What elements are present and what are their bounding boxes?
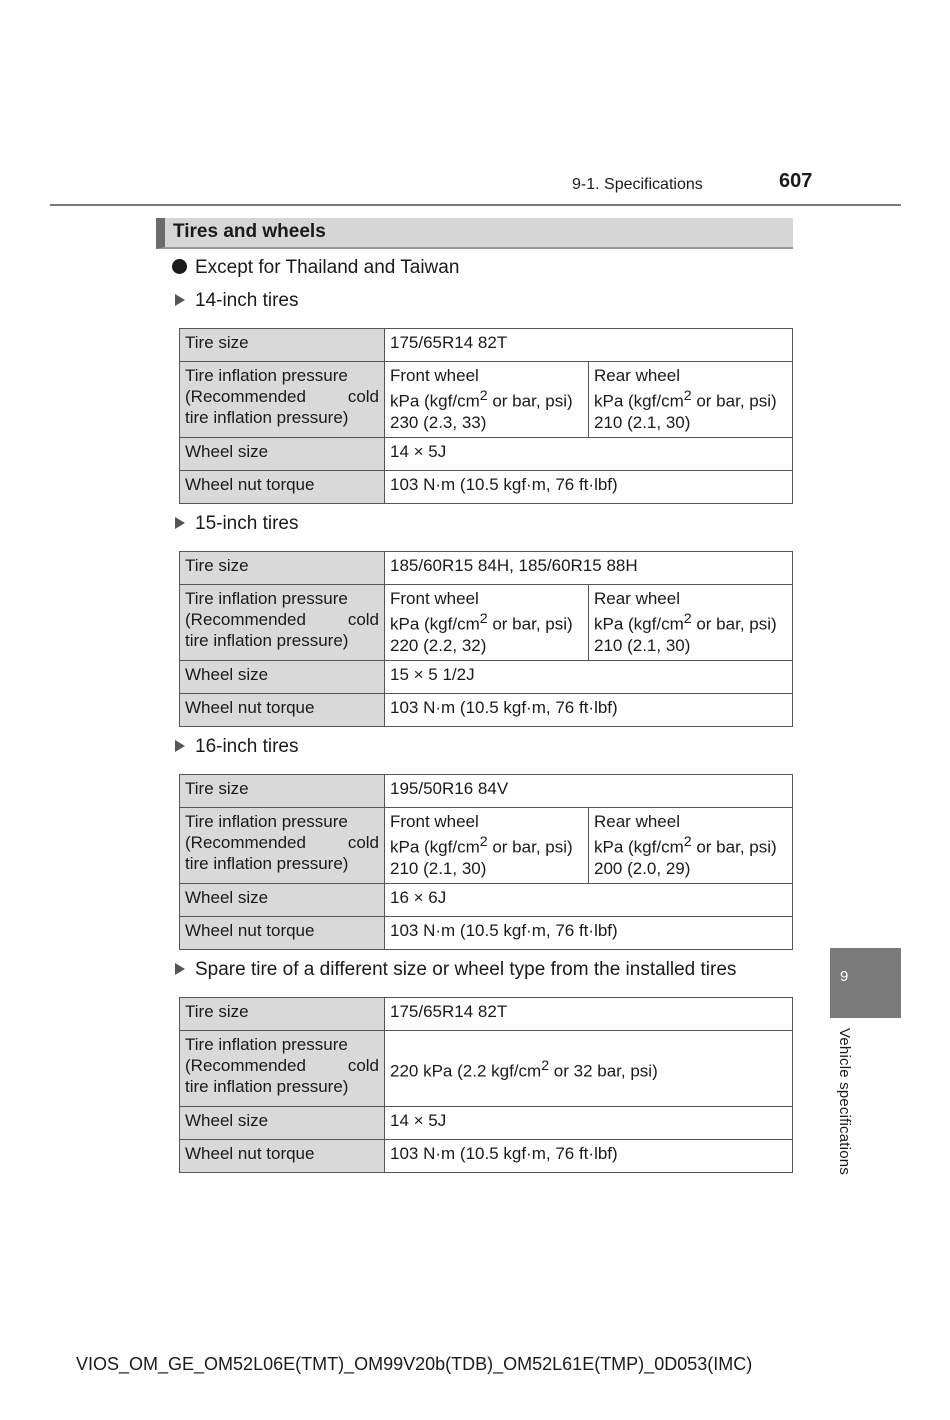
triangle-bullet-icon <box>175 517 185 529</box>
region-note-text: Except for Thailand and Taiwan <box>195 257 460 278</box>
front-pressure-value: 220 (2.2, 32) <box>390 635 487 655</box>
unit-line <box>390 609 583 635</box>
rear-wheel-cell <box>589 362 793 438</box>
value-tire-size: 195/50R16 84V <box>385 775 793 808</box>
front-wheel-label: Front wheel <box>390 366 479 385</box>
label-tire-size: Tire size <box>180 552 385 585</box>
unit-line <box>390 832 583 858</box>
rear-wheel-label: Rear wheel <box>594 812 680 831</box>
label-line: Tire inflation pressure <box>185 1035 348 1054</box>
rear-wheel-label: Rear wheel <box>594 589 680 608</box>
chapter-tab <box>830 948 901 1018</box>
unit-line <box>390 386 583 412</box>
label-line: Tire inflation pressure <box>185 589 348 608</box>
unit-sup: 2 <box>479 834 488 850</box>
label-word: cold <box>347 1056 379 1075</box>
front-wheel-cell <box>385 585 589 661</box>
label-word: (Recommended <box>185 833 306 852</box>
label-nut-torque: Wheel nut torque <box>180 1140 385 1173</box>
spec-table-14 <box>179 328 793 504</box>
page-header <box>50 168 901 206</box>
unit-suffix: or bar, psi) <box>691 614 777 634</box>
unit-sup: 2 <box>683 388 692 404</box>
label-word: cold <box>347 610 379 629</box>
label-line: tire inflation pressure) <box>185 854 349 873</box>
label-line: Tire inflation pressure <box>185 366 348 385</box>
rear-wheel-cell <box>589 585 793 661</box>
unit-line <box>594 386 787 412</box>
label-word: cold <box>347 833 379 852</box>
unit-prefix: kPa (kgf/cm <box>594 837 684 857</box>
spare-pressure-suffix: or 32 bar, psi) <box>549 1061 658 1081</box>
label-wheel-size: Wheel size <box>180 438 385 471</box>
label-nut-torque: Wheel nut torque <box>180 917 385 950</box>
label-line: tire inflation pressure) <box>185 1077 349 1096</box>
rear-pressure-value: 210 (2.1, 30) <box>594 412 691 432</box>
label-inflation-pressure <box>180 585 385 661</box>
label-word: cold <box>347 387 379 406</box>
value-nut-torque: 103 N·m (10.5 kgf·m, 76 ft·lbf) <box>385 694 793 727</box>
label-line: tire inflation pressure) <box>185 631 349 650</box>
label-line: Tire inflation pressure <box>185 812 348 831</box>
value-tire-size: 175/65R14 82T <box>385 329 793 362</box>
subsection-heading-14 <box>172 290 299 312</box>
label-inflation-pressure <box>180 808 385 884</box>
unit-suffix: or bar, psi) <box>691 837 777 857</box>
chapter-tab-label: Vehicle specifications <box>836 1028 853 1175</box>
unit-sup: 2 <box>683 611 692 627</box>
unit-suffix: or bar, psi) <box>487 391 573 411</box>
label-nut-torque: Wheel nut torque <box>180 694 385 727</box>
unit-prefix: kPa (kgf/cm <box>390 391 480 411</box>
unit-sup: 2 <box>683 834 692 850</box>
section-title: Tires and wheels <box>173 221 326 242</box>
label-line <box>185 386 379 407</box>
subsection-heading-15 <box>172 513 299 535</box>
chapter-tab-number: 9 <box>840 968 849 985</box>
label-nut-torque: Wheel nut torque <box>180 471 385 504</box>
spec-table-16 <box>179 774 793 950</box>
unit-suffix: or bar, psi) <box>487 614 573 634</box>
spec-table-spare <box>179 997 793 1173</box>
value-nut-torque: 103 N·m (10.5 kgf·m, 76 ft·lbf) <box>385 471 793 504</box>
label-line <box>185 832 379 853</box>
unit-suffix: or bar, psi) <box>487 837 573 857</box>
triangle-bullet-icon <box>175 740 185 752</box>
rear-pressure-value: 210 (2.1, 30) <box>594 635 691 655</box>
label-inflation-pressure <box>180 362 385 438</box>
unit-line <box>594 832 787 858</box>
unit-prefix: kPa (kgf/cm <box>594 614 684 634</box>
spare-pressure-cell <box>385 1031 793 1107</box>
label-word: (Recommended <box>185 387 306 406</box>
unit-prefix: kPa (kgf/cm <box>390 614 480 634</box>
spare-pressure-sup: 2 <box>541 1057 550 1074</box>
label-word: (Recommended <box>185 1056 306 1075</box>
page-number: 607 <box>779 170 813 192</box>
triangle-bullet-icon <box>175 963 185 975</box>
unit-sup: 2 <box>479 388 488 404</box>
front-wheel-label: Front wheel <box>390 589 479 608</box>
subsection-heading-spare <box>172 959 736 981</box>
subsection-heading-text: 16-inch tires <box>195 736 299 757</box>
subsection-heading-16 <box>172 736 299 758</box>
rear-wheel-cell <box>589 808 793 884</box>
label-tire-size: Tire size <box>180 998 385 1031</box>
unit-suffix: or bar, psi) <box>691 391 777 411</box>
subsection-heading-text: 14-inch tires <box>195 290 299 311</box>
label-wheel-size: Wheel size <box>180 1107 385 1140</box>
label-tire-size: Tire size <box>180 775 385 808</box>
triangle-bullet-icon <box>175 294 185 306</box>
value-wheel-size: 15 × 5 1/2J <box>385 661 793 694</box>
unit-prefix: kPa (kgf/cm <box>594 391 684 411</box>
value-wheel-size: 14 × 5J <box>385 1107 793 1140</box>
label-tire-size: Tire size <box>180 329 385 362</box>
bullet-icon <box>172 259 187 274</box>
value-tire-size: 175/65R14 82T <box>385 998 793 1031</box>
value-wheel-size: 16 × 6J <box>385 884 793 917</box>
section-title-bar <box>156 218 793 249</box>
label-wheel-size: Wheel size <box>180 661 385 694</box>
unit-sup: 2 <box>479 611 488 627</box>
label-line <box>185 609 379 630</box>
document-footer: VIOS_OM_GE_OM52L06E(TMT)_OM99V20b(TDB)_OM52L61E(TMP)_0D053(IMC) <box>76 1354 753 1374</box>
front-wheel-cell <box>385 362 589 438</box>
label-line: tire inflation pressure) <box>185 408 349 427</box>
spec-table-15 <box>179 551 793 727</box>
subsection-heading-text: Spare tire of a different size or wheel type from the installed tires <box>195 959 737 980</box>
section-label: 9-1. Specifications <box>572 176 703 193</box>
unit-line <box>594 609 787 635</box>
value-tire-size: 185/60R15 84H, 185/60R15 88H <box>385 552 793 585</box>
value-wheel-size: 14 × 5J <box>385 438 793 471</box>
label-word: (Recommended <box>185 610 306 629</box>
front-pressure-value: 230 (2.3, 33) <box>390 412 487 432</box>
label-inflation-pressure <box>180 1031 385 1107</box>
value-nut-torque: 103 N·m (10.5 kgf·m, 76 ft·lbf) <box>385 1140 793 1173</box>
spare-pressure-prefix: 220 kPa (2.2 kgf/cm <box>390 1061 542 1081</box>
unit-prefix: kPa (kgf/cm <box>390 837 480 857</box>
front-pressure-value: 210 (2.1, 30) <box>390 858 487 878</box>
front-wheel-label: Front wheel <box>390 812 479 831</box>
label-line <box>185 1055 379 1076</box>
region-note <box>172 257 459 279</box>
subsection-heading-text: 15-inch tires <box>195 513 299 534</box>
rear-wheel-label: Rear wheel <box>594 366 680 385</box>
front-wheel-cell <box>385 808 589 884</box>
rear-pressure-value: 200 (2.0, 29) <box>594 858 691 878</box>
value-nut-torque: 103 N·m (10.5 kgf·m, 76 ft·lbf) <box>385 917 793 950</box>
label-wheel-size: Wheel size <box>180 884 385 917</box>
